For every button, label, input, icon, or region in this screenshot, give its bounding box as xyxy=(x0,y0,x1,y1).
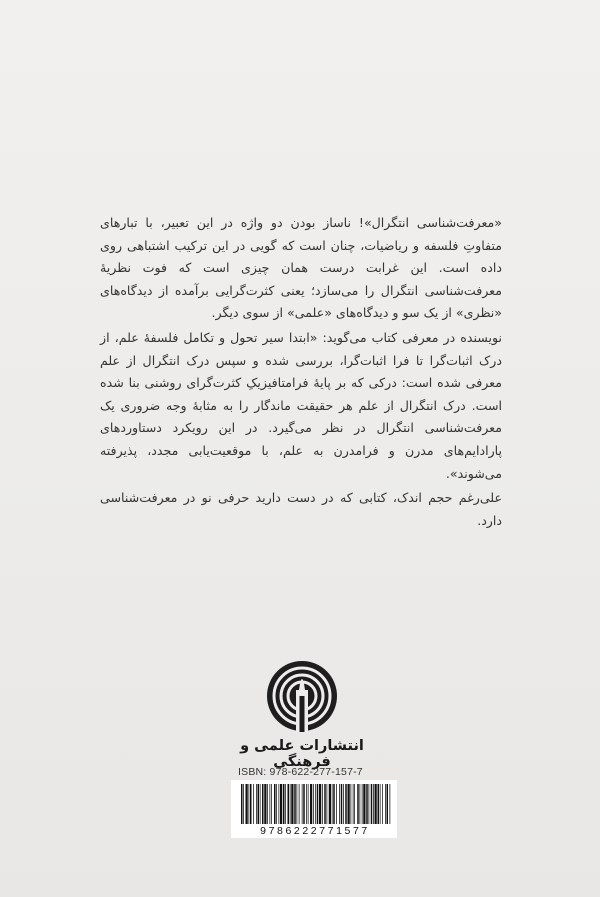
barcode-bar xyxy=(348,784,350,824)
barcode-bar xyxy=(363,784,365,824)
barcode-bar xyxy=(297,784,298,824)
barcode-bar xyxy=(271,784,272,824)
barcode-bar xyxy=(313,784,314,824)
barcode-bar xyxy=(276,784,277,824)
barcode-bar xyxy=(362,784,363,824)
isbn-label: ISBN: 978-622-277-157-7 xyxy=(238,766,363,778)
barcode-bar xyxy=(258,784,260,824)
barcode-bar xyxy=(375,784,377,824)
barcode-bar xyxy=(260,784,261,824)
barcode-bar xyxy=(371,784,373,824)
barcode-bar xyxy=(329,784,331,824)
blurb-paragraph-2: نویسنده در معرفی کتاب می‌گوید: «ابتدا سیر تحول و تکامل فلسفهٔ علم، از درک اثبات‌گرا تا فرا اثبات‌گرا، بررسی شده و سپس درک انتگرال از علم معرفی شده است: درکی که بر پایهٔ فرامتافیزیکِ کثرت‌گرای روشنی بنا شده است. درک انتگرال از علم هر حقیقت ماندگار را به مثابهٔ وجه ضروری یک معرفت‌شناسی انتگرال در نظر می‌گیرد. در این رویکرد دستاوردهای پارادایم‌های مدرن و فرامدرن به علم، با موقعیت‌یابی مجدد، پذیرفته می‌شوند». xyxy=(100,329,502,481)
barcode-bar xyxy=(267,784,268,824)
barcode-bar xyxy=(290,784,291,824)
barcode-bar xyxy=(333,784,335,824)
barcode-bar xyxy=(302,784,303,824)
barcode-bar xyxy=(341,784,343,824)
blurb-paragraph-3: علی‌رغم حجم اندک، کتابی که در دست دارید حرفی نو در معرفت‌شناسی دارد. xyxy=(100,490,502,528)
barcode-bar xyxy=(279,784,280,824)
barcode-bar xyxy=(390,784,391,824)
barcode-bar xyxy=(253,784,254,824)
barcode-bar xyxy=(345,784,347,824)
barcode-bar xyxy=(283,784,285,824)
barcode-bar xyxy=(353,784,354,824)
barcode-bar xyxy=(317,784,319,824)
barcode-bar xyxy=(351,784,352,824)
barcode-bar xyxy=(241,784,243,824)
barcode-bar xyxy=(243,784,244,824)
barcode-bar xyxy=(256,784,257,824)
barcode-bar xyxy=(339,784,340,824)
barcode-bar xyxy=(285,784,286,824)
barcode-digits: 9786222771577 xyxy=(260,825,370,837)
barcode-bar xyxy=(387,784,389,824)
barcode-bar xyxy=(291,784,293,824)
barcode-bar xyxy=(385,784,386,824)
barcode-bar xyxy=(250,784,252,824)
barcode-bar xyxy=(354,784,355,824)
barcode-bar xyxy=(249,784,250,824)
barcode-bar xyxy=(360,784,361,824)
barcode-bar xyxy=(336,784,337,824)
back-cover-blurb xyxy=(100,212,502,534)
barcode-bar xyxy=(378,784,380,824)
barcode-bar xyxy=(310,784,312,824)
barcode-bar xyxy=(294,784,296,824)
barcode-bar xyxy=(315,784,316,824)
barcode-bar xyxy=(357,784,359,824)
barcode-bar xyxy=(382,784,383,824)
publisher-emblem-icon xyxy=(266,660,338,732)
barcode-bar xyxy=(322,784,323,824)
barcode-bar xyxy=(380,784,381,824)
barcode-bar xyxy=(280,784,282,824)
barcode-bar xyxy=(308,784,309,824)
barcode-bar xyxy=(306,784,307,824)
barcode-bar xyxy=(262,784,264,824)
barcode-bar xyxy=(324,784,326,824)
barcode-bar xyxy=(343,784,344,824)
barcode-bar xyxy=(369,784,370,824)
barcode-bar xyxy=(366,784,368,824)
barcode-bar xyxy=(332,784,333,824)
blurb-paragraph-1: «معرفت‌شناسی انتگرال»! ناساز بودن دو واژه در این تعبیر، با تبارهای متفاوتِ فلسفه و ریاضیات، چنان است که گویی در این ترکیب اشتباهی روی داده است. این غرابت درست همان چیزی است که فوت نظریهٔ معرفت‌شناسی انتگرال را می‌سازد؛ یعنی کثرت‌گرایی برآمده از دیدگاه‌های «نظری» از یک سو و دیدگاه‌های «علمی» از سوی دیگر. xyxy=(100,215,502,321)
barcode-bar xyxy=(270,784,271,824)
barcode-bar xyxy=(288,784,290,824)
barcode-bar xyxy=(319,784,321,824)
publisher-name: انتشارات علمی و فرهنگی xyxy=(240,738,364,770)
barcode-bar xyxy=(274,784,276,824)
barcode-bar xyxy=(303,784,305,824)
barcode-bar xyxy=(373,784,374,824)
barcode-bar xyxy=(299,784,300,824)
barcode-bar xyxy=(246,784,248,824)
barcode-bar xyxy=(264,784,266,824)
barcode-bar xyxy=(327,784,328,824)
